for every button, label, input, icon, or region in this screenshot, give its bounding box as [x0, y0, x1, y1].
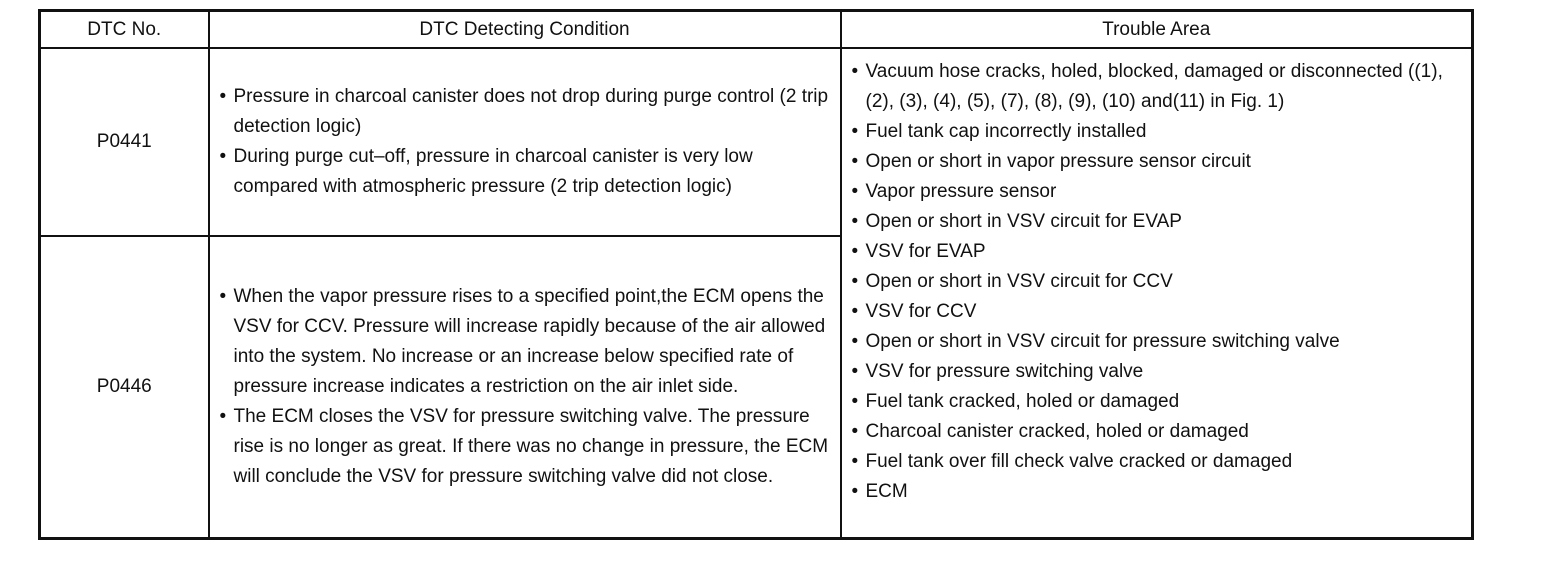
dtc-code-cell: P0441 — [40, 48, 209, 236]
dtc-code-cell: P0446 — [40, 236, 209, 538]
trouble-area-item: • Open or short in vapor pressure sensor circuit — [852, 147, 1462, 177]
header-detecting-condition: DTC Detecting Condition — [209, 11, 841, 49]
header-row — [40, 11, 1473, 49]
trouble-area-item: • Charcoal canister cracked, holed or damaged — [852, 417, 1462, 447]
condition-item: • Pressure in charcoal canister does not drop during purge control (2 trip detection logic) — [220, 82, 830, 142]
condition-cell — [209, 48, 841, 236]
condition-item: • The ECM closes the VSV for pressure switching valve. The pressure rise is no longer as great. If there was no change in pressure, the ECM will conclude the VSV for pressure switching valve did not close. — [220, 402, 830, 492]
trouble-area-item: • Fuel tank cracked, holed or damaged — [852, 387, 1462, 417]
trouble-area-item: • ECM — [852, 477, 1462, 507]
table-row — [40, 48, 1473, 236]
condition-list — [220, 82, 830, 202]
condition-item: • During purge cut–off, pressure in charcoal canister is very low compared with atmospheric pressure (2 trip detection logic) — [220, 142, 830, 202]
trouble-area-list — [852, 57, 1462, 507]
trouble-area-item: • Vapor pressure sensor — [852, 177, 1462, 207]
header-dtc-no: DTC No. — [40, 11, 209, 49]
condition-cell — [209, 236, 841, 538]
trouble-area-item: • Fuel tank cap incorrectly installed — [852, 117, 1462, 147]
trouble-area-cell — [841, 48, 1473, 538]
trouble-area-item: • Open or short in VSV circuit for EVAP — [852, 207, 1462, 237]
trouble-area-item: • Fuel tank over fill check valve cracked or damaged — [852, 447, 1462, 477]
header-trouble-area: Trouble Area — [841, 11, 1473, 49]
trouble-area-item: • Open or short in VSV circuit for CCV — [852, 267, 1462, 297]
trouble-area-item: • VSV for EVAP — [852, 237, 1462, 267]
trouble-area-item: • Open or short in VSV circuit for pressure switching valve — [852, 327, 1462, 357]
trouble-area-item: • Vacuum hose cracks, holed, blocked, damaged or disconnected ((1), (2), (3), (4), (5), (7), (8), (9), (10) and(11) in Fig. 1) — [852, 57, 1462, 117]
dtc-table — [38, 9, 1474, 540]
trouble-area-item: • VSV for pressure switching valve — [852, 357, 1462, 387]
trouble-area-item: • VSV for CCV — [852, 297, 1462, 327]
condition-list — [220, 282, 830, 492]
condition-item: • When the vapor pressure rises to a specified point,the ECM opens the VSV for CCV. Pressure will increase rapidly because of the air allowed into the system. No increase or an increase below specified rate of pressure increase indicates a restriction on the air inlet side. — [220, 282, 830, 402]
